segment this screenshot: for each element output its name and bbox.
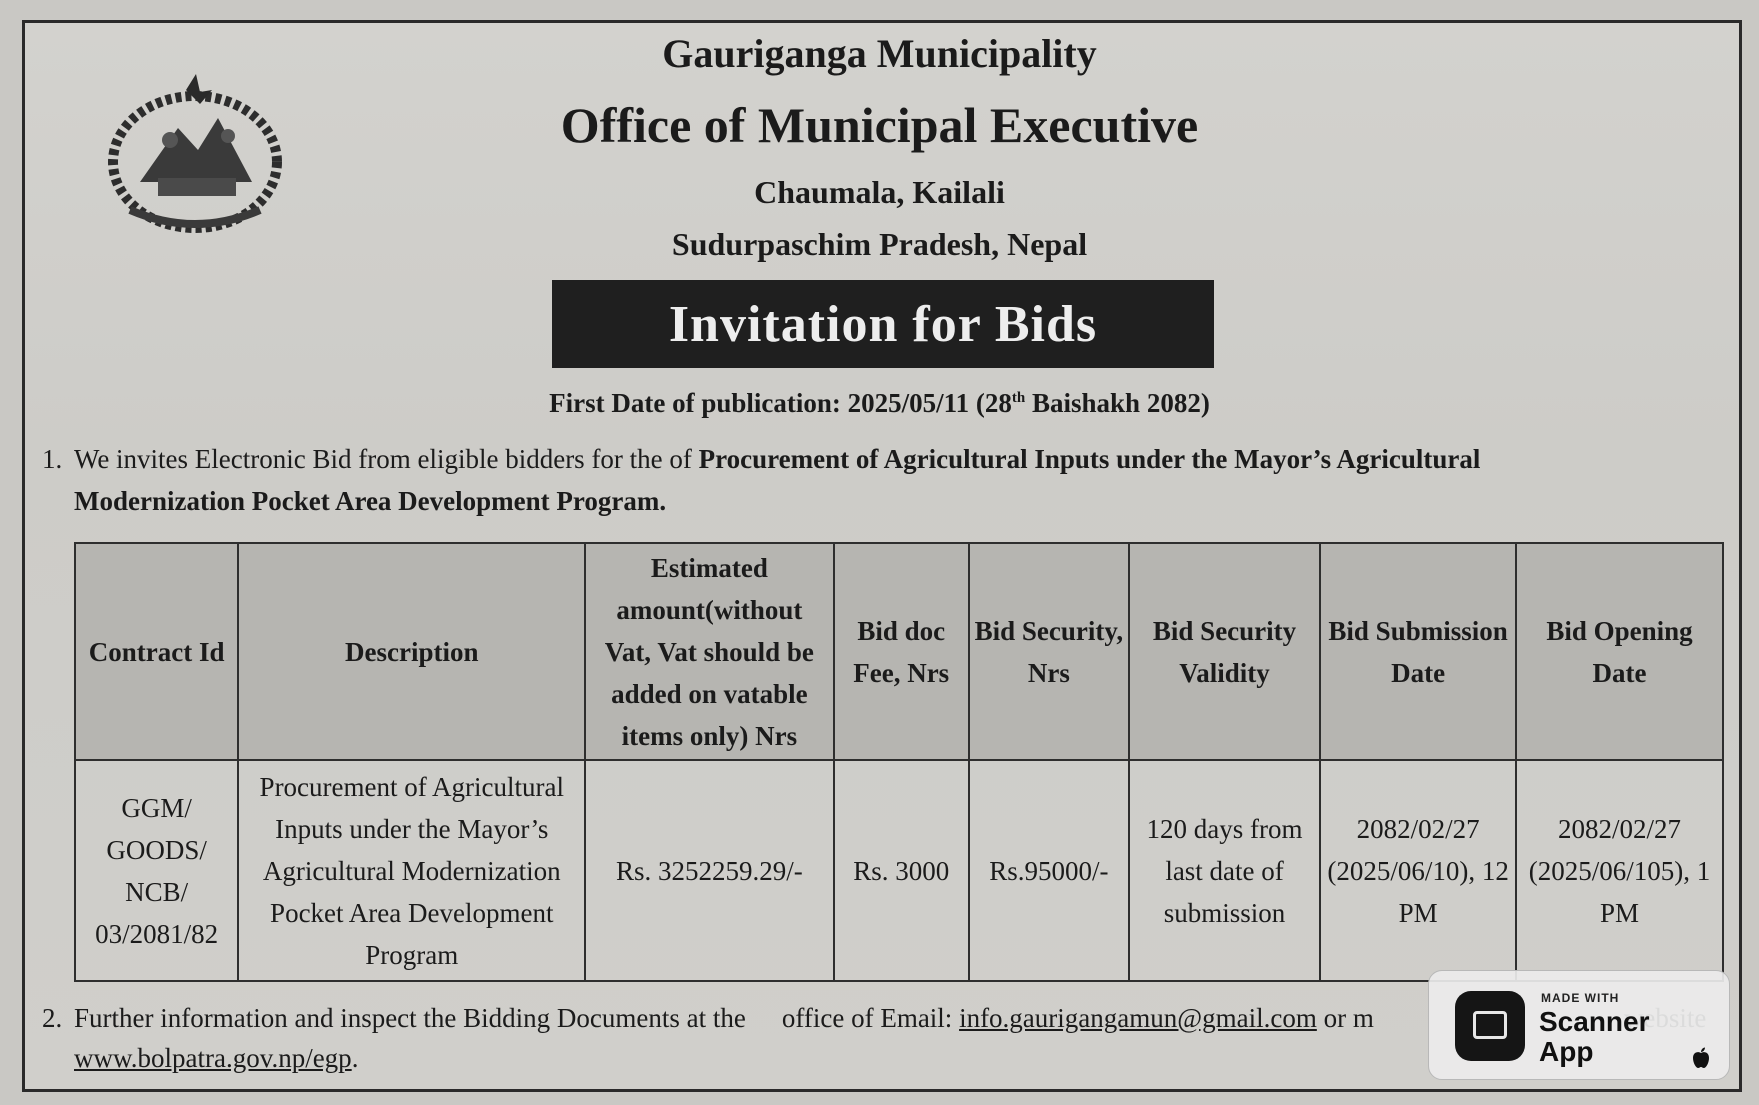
cell-bid-opening-date: 2082/02/27 (2025/06/105), 1 PM bbox=[1516, 760, 1723, 981]
scanner-app-icon bbox=[1455, 991, 1525, 1061]
header-bid-security: Bid Security, Nrs bbox=[969, 543, 1129, 760]
notice-title-banner: Invitation for Bids bbox=[552, 280, 1214, 368]
cell-estimated-amount: Rs. 3252259.29/- bbox=[585, 760, 833, 981]
invitation-paragraph: 1. We invites Electronic Bid from eligible bidders for the of Procurement of Agricultural Inputs under the Mayor’s Agricultural Modernization Pocket Area Development Program. bbox=[42, 444, 1481, 516]
header-estimated-amount: Estimated amount(without Vat, Vat should be added on vatable items only) Nrs bbox=[585, 543, 833, 760]
further-info-paragraph: 2. Further information and inspect the Bidding Documents at the office of Email: info.gaurigangamun@gmail.com or m www.bolpatra.gov.np/egp. bbox=[42, 1003, 1374, 1073]
table-header-row bbox=[75, 543, 1723, 760]
scanner-app-watermark bbox=[1428, 970, 1730, 1080]
bid-details-table bbox=[74, 542, 1724, 982]
cell-contract-id: GGM/ GOODS/ NCB/ 03/2081/82 bbox=[75, 760, 238, 981]
header-bid-submission-date: Bid Submission Date bbox=[1320, 543, 1516, 760]
municipality-name: Gauriganga Municipality bbox=[662, 31, 1097, 76]
table-row bbox=[75, 760, 1723, 981]
cell-bid-security: Rs.95000/- bbox=[969, 760, 1129, 981]
header-description: Description bbox=[238, 543, 585, 760]
cell-description: Procurement of Agricultural Inputs under the Mayor’s Agricultural Modernization Pocket Area Development Program bbox=[238, 760, 585, 981]
apple-logo-icon bbox=[1691, 1047, 1711, 1069]
website-link[interactable]: www.bolpatra.gov.np/egp bbox=[74, 1043, 352, 1073]
watermark-made-with: MADE WITH bbox=[1541, 991, 1620, 1005]
header-contract-id: Contract Id bbox=[75, 543, 238, 760]
cell-bid-doc-fee: Rs. 3000 bbox=[834, 760, 969, 981]
office-province: Sudurpaschim Pradesh, Nepal bbox=[671, 226, 1088, 262]
header-bid-opening-date: Bid Opening Date bbox=[1516, 543, 1723, 760]
office-location: Chaumala, Kailali bbox=[754, 174, 1005, 210]
header-bid-doc-fee: Bid doc Fee, Nrs bbox=[834, 543, 969, 760]
office-name: Office of Municipal Executive bbox=[560, 97, 1199, 153]
cell-bid-submission-date: 2082/02/27 (2025/06/10), 12 PM bbox=[1320, 760, 1516, 981]
email-link[interactable]: info.gaurigangamun@gmail.com bbox=[959, 1003, 1317, 1033]
publication-date: First Date of publication: 2025/05/11 (28th Baishakh 2082) bbox=[549, 388, 1210, 418]
cell-bid-security-validity: 120 days from last date of submission bbox=[1129, 760, 1320, 981]
watermark-app-name: Scanner App bbox=[1539, 1006, 1650, 1067]
header-bid-security-validity: Bid Security Validity bbox=[1129, 543, 1320, 760]
